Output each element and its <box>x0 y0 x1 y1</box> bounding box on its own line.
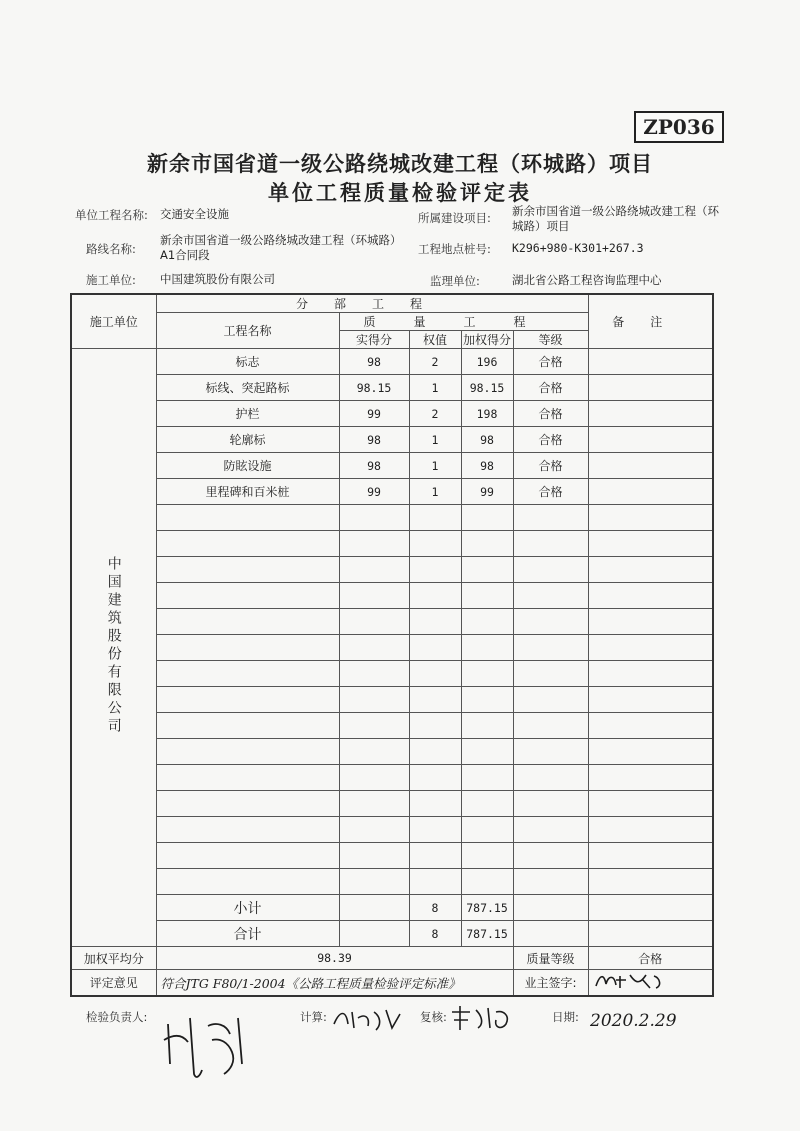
date-label: 日期: <box>552 1010 579 1024</box>
table-row-remark <box>588 375 713 401</box>
review-label: 复核: <box>420 1010 447 1024</box>
table-row-name: 防眩设施 <box>156 453 339 479</box>
table-row-remark <box>588 479 713 505</box>
owner-sign-label: 业主签字: <box>513 970 588 997</box>
score-header: 实得分 <box>339 331 409 349</box>
table-row-score: 98 <box>339 349 409 375</box>
subtotal-weight: 8 <box>409 895 461 921</box>
total-label: 合计 <box>156 921 339 947</box>
table-row-weighted: 98 <box>461 453 513 479</box>
table-row-grade: 合格 <box>513 375 588 401</box>
empty-row <box>71 765 713 791</box>
empty-row <box>71 687 713 713</box>
empty-row <box>71 791 713 817</box>
route-label: 路线名称: <box>86 242 136 256</box>
table-row-remark <box>588 427 713 453</box>
table-row-remark <box>588 453 713 479</box>
empty-row <box>71 531 713 557</box>
page-title: 新余市国省道一级公路绕城改建工程（环城路）项目 <box>147 152 653 176</box>
empty-row <box>71 635 713 661</box>
station-label: 工程地点桩号: <box>418 242 491 256</box>
opinion-label: 评定意见 <box>71 970 156 997</box>
date-value: 2020.2.29 <box>590 1011 677 1031</box>
evaluation-table <box>70 293 714 997</box>
project-name-header: 工程名称 <box>156 313 339 349</box>
constructor-value: 中国建筑股份有限公司 <box>160 272 275 286</box>
quality-header: 质量工程 <box>339 313 588 331</box>
table-row-weighted: 98 <box>461 427 513 453</box>
empty-row <box>71 583 713 609</box>
total-weighted: 787.15 <box>461 921 513 947</box>
empty-row <box>71 661 713 687</box>
table-row-weight: 1 <box>409 375 461 401</box>
table-row-grade: 合格 <box>513 427 588 453</box>
review-signature <box>448 1002 518 1034</box>
quality-grade-label: 质量等级 <box>513 947 588 970</box>
empty-row <box>71 739 713 765</box>
weight-header: 权值 <box>409 331 461 349</box>
table-row-weight: 1 <box>409 453 461 479</box>
constructor-label: 施工单位: <box>86 273 136 287</box>
table-row-remark <box>588 349 713 375</box>
table-row-weighted: 99 <box>461 479 513 505</box>
owner-signature-cell <box>588 970 713 997</box>
unit-project-label: 单位工程名称: <box>75 208 148 222</box>
unit-project-value: 交通安全设施 <box>160 207 229 221</box>
table-row-weight: 2 <box>409 349 461 375</box>
table-row-remark <box>588 401 713 427</box>
avg-label: 加权平均分 <box>71 947 156 970</box>
form-code: ZP036 <box>634 111 724 143</box>
table-row-grade: 合格 <box>513 453 588 479</box>
table-row-grade: 合格 <box>513 479 588 505</box>
table-row-weight: 1 <box>409 479 461 505</box>
subtotal-weighted: 787.15 <box>461 895 513 921</box>
empty-row <box>71 817 713 843</box>
table-row-name: 标志 <box>156 349 339 375</box>
inspector-signature <box>160 1004 260 1084</box>
calc-signature <box>330 1004 410 1034</box>
grade-header: 等级 <box>513 331 588 349</box>
table-row-name: 标线、突起路标 <box>156 375 339 401</box>
route-value: 新余市国省道一级公路绕城改建工程（环城路）A1合同段 <box>160 233 396 262</box>
owner-signature <box>590 970 710 992</box>
table-row-name: 里程碑和百米桩 <box>156 479 339 505</box>
remarks-header: 备注 <box>588 294 713 349</box>
table-row-weight: 2 <box>409 401 461 427</box>
table-row-score: 99 <box>339 479 409 505</box>
belongs-label: 所属建设项目: <box>418 211 491 225</box>
constructor-col-header: 施工单位 <box>71 294 156 349</box>
table-row-grade: 合格 <box>513 401 588 427</box>
table-row-weighted: 198 <box>461 401 513 427</box>
table-row-grade: 合格 <box>513 349 588 375</box>
table-row-score: 99 <box>339 401 409 427</box>
supervisor-label: 监理单位: <box>430 274 480 288</box>
subtotal-label: 小计 <box>156 895 339 921</box>
table-row-score: 98.15 <box>339 375 409 401</box>
station-value: K296+980-K301+267.3 <box>512 241 644 255</box>
table-row-weight: 1 <box>409 427 461 453</box>
empty-row <box>71 869 713 895</box>
avg-value: 98.39 <box>156 947 513 970</box>
weighted-header: 加权得分 <box>461 331 513 349</box>
table-row-weighted: 196 <box>461 349 513 375</box>
quality-grade-value: 合格 <box>588 947 713 970</box>
constructor-vertical-cell <box>71 349 156 947</box>
inspector-label: 检验负责人: <box>86 1010 148 1024</box>
table-row-score: 98 <box>339 427 409 453</box>
empty-row <box>71 713 713 739</box>
empty-row <box>71 843 713 869</box>
opinion-handwritten: 符合JTG F80/1-2004《公路工程质量检验评定标准》 <box>160 975 461 991</box>
table-row-score: 98 <box>339 453 409 479</box>
table-row-name: 护栏 <box>156 401 339 427</box>
empty-row <box>71 557 713 583</box>
page-subtitle: 单位工程质量检验评定表 <box>268 181 532 205</box>
supervisor-value: 湖北省公路工程咨询监理中心 <box>512 273 662 287</box>
belongs-value: 新余市国省道一级公路绕城改建工程（环城路）项目 <box>512 204 719 233</box>
calc-label: 计算: <box>300 1010 327 1024</box>
empty-row <box>71 609 713 635</box>
constructor-vertical-text: 中国建筑股份有限公司 <box>105 556 122 736</box>
table-row-name: 轮廓标 <box>156 427 339 453</box>
empty-row <box>71 505 713 531</box>
sub-project-header: 分部工程 <box>156 294 588 313</box>
total-weight: 8 <box>409 921 461 947</box>
table-row-weighted: 98.15 <box>461 375 513 401</box>
